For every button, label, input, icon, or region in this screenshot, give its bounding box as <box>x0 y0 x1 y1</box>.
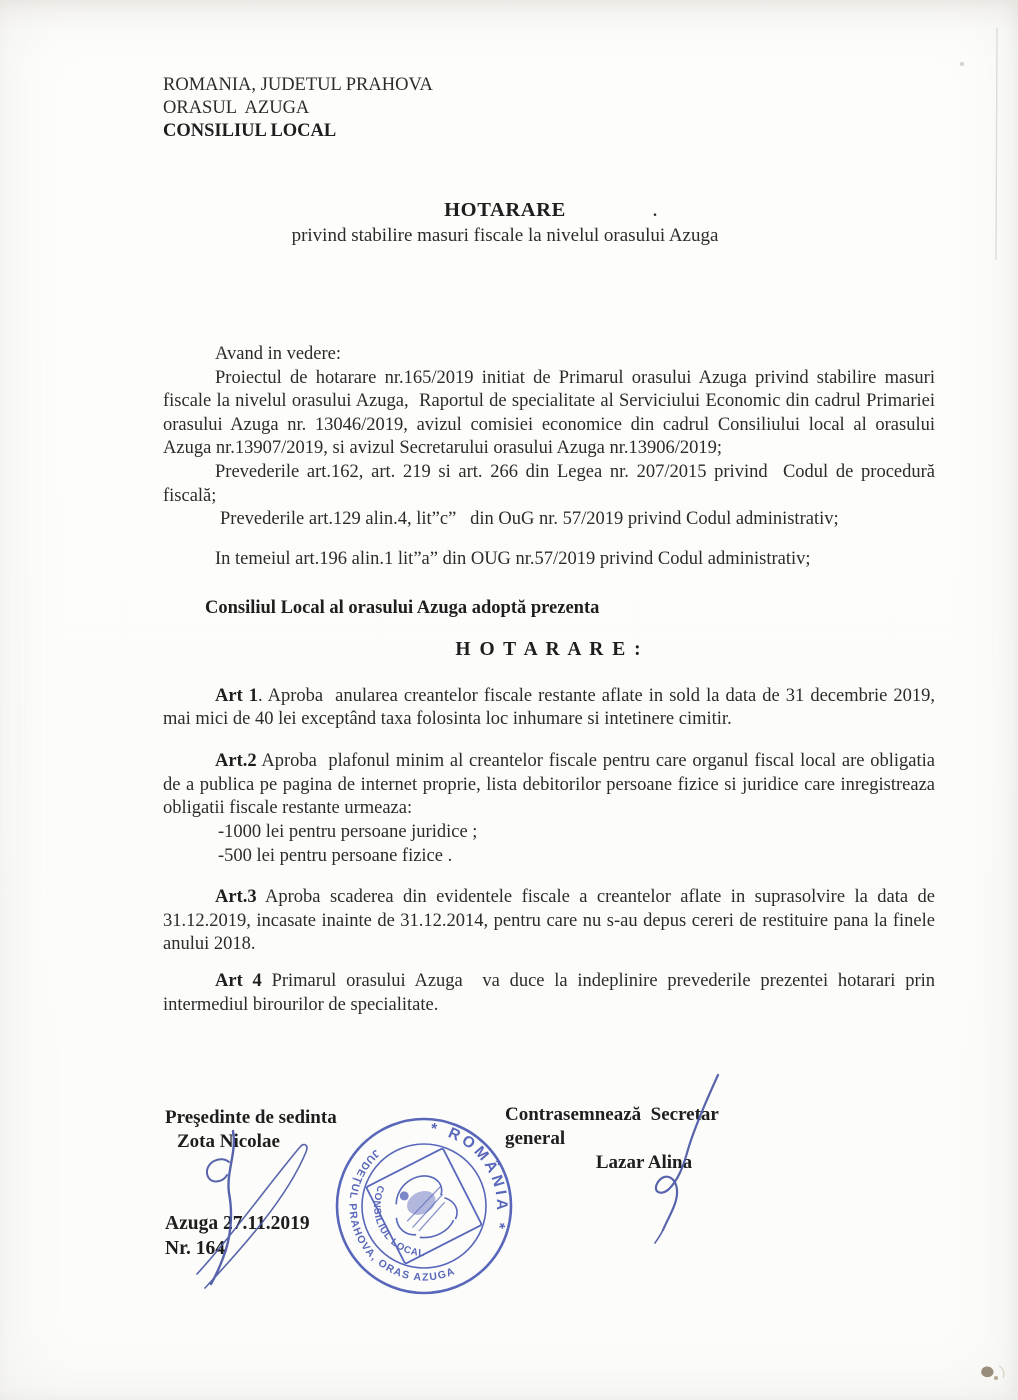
coat-of-arms-icon <box>366 1148 482 1264</box>
threshold-item-juridice: -1000 lei pentru persoane juridice ; <box>218 822 478 842</box>
article-1 <box>163 685 945 732</box>
signature-block-left <box>165 1106 337 1154</box>
threshold-item-fizice: -500 lei pentru persoane fizice . <box>218 845 453 866</box>
article-3-label: Art.3 <box>215 887 257 908</box>
title-block <box>0 199 1010 247</box>
article-1-label: Art 1 <box>215 685 259 706</box>
article-2 <box>163 750 940 821</box>
preamble-paragraph-2: Prevederile art.162, art. 219 si art. 266 din Legea nr. 207/2015 privind Codul de procedură fiscală; <box>163 461 940 506</box>
signature-block-right <box>505 1103 783 1175</box>
decision-heading: H O T A R A R E : <box>455 638 643 660</box>
document-body <box>163 343 945 1017</box>
stamp-country-text: * ROMÂNIA * <box>429 1120 511 1234</box>
preamble-paragraph-4: In temeiul art.196 alin.1 lit”a” din OUG nr.57/2019 privind Codul administrativ; <box>215 548 811 569</box>
signature-right-name: Lazar Alina <box>595 1152 693 1173</box>
header-council-line: CONSILIUL LOCAL <box>163 121 337 141</box>
stamp-inner-text: CONSILIUL LOCAL <box>370 1183 426 1260</box>
document-header <box>163 74 433 143</box>
scan-stray-dot: . <box>653 203 657 220</box>
signature-right-role: Contrasemnează Secretar general <box>505 1104 724 1149</box>
preamble-intro: Avand in vedere: <box>215 344 342 364</box>
document-subtitle: privind stabilire masuri fiscale la nivelul orasului Azuga <box>291 225 719 246</box>
article-2-text: Aproba plafonul minim al creantelor fiscale pentru care organul fiscal local are obligatia de a publica pe pagina de internet proprie, lista debitorilor persoane fizice si juridice care inregistreaza obligatii fiscale restante urmeaza: <box>163 751 940 819</box>
article-2-label: Art.2 <box>215 751 257 772</box>
scan-speck <box>960 62 964 66</box>
stamp-ring-text: JUDEŢUL PRAHOVA, ORAS AZUGA <box>346 1147 458 1284</box>
place-date: Azuga 27.11.2019 <box>165 1213 310 1234</box>
threshold-list <box>218 821 935 868</box>
article-3-text: Aproba scaderea din evidentele fiscale a creantelor aflate in suprasolvire la data de 31.12.2019, incasate inainte de 31.12.2014, pentru care nu s-au depus cereri de restituire pana la finele anului 2018. <box>163 887 940 955</box>
preamble-paragraph-1: Proiectul de hotarare nr.165/2019 initiat de Primarul orasului Azuga privind stabilire masuri fiscale la nivelul orasului Azuga, Raportul de specialitate al Serviciului Economic din cadrul Primariei orasului Azuga nr. 13046/2019, avizul comisiei economice din cadrul Consiliului local al orasului Azuga nr.13907/2019, si avizul Secretarului orasului Azuga nr.13906/2019; <box>163 367 940 459</box>
article-4 <box>163 970 940 1017</box>
decision-number: Nr. 164 <box>165 1237 225 1259</box>
article-4-text: Primarul orasului Azuga va duce la indeplinire prevederile prezentei hotarari prin intermediul birourilor de specialitate. <box>163 970 940 1015</box>
enactment-line: Consiliul Local al orasului Azuga adoptă prezenta <box>205 598 600 619</box>
header-country-line: ROMANIA, JUDETUL PRAHOVA <box>163 75 433 95</box>
signature-left-ink <box>197 1131 307 1288</box>
stamp-inner-ring <box>362 1144 486 1268</box>
signature-left-role: Preşedinte de sedinta <box>165 1107 337 1128</box>
signature-left-name: Zota Nicolae <box>177 1131 280 1152</box>
decision-footer <box>165 1212 310 1261</box>
article-3 <box>163 886 940 957</box>
article-1-text: . Aproba anularea creantelor fiscale restante aflate in sold la data de 31 decembrie 2019, mai mici de 40 lei exceptând taxa folosinta loc inhumare si intetinere cimitir. <box>163 685 945 730</box>
article-4-label: Art 4 <box>215 970 262 991</box>
preamble-paragraph-3: Prevederile art.129 alin.4, lit”c” din OuG nr. 57/2019 privind Codul administrativ; <box>220 509 839 530</box>
document-title: HOTARARE <box>444 199 566 221</box>
header-city-line: ORASUL AZUGA <box>163 98 310 118</box>
scan-smudge <box>981 1366 1004 1380</box>
stamp-outer-ring <box>337 1119 511 1293</box>
